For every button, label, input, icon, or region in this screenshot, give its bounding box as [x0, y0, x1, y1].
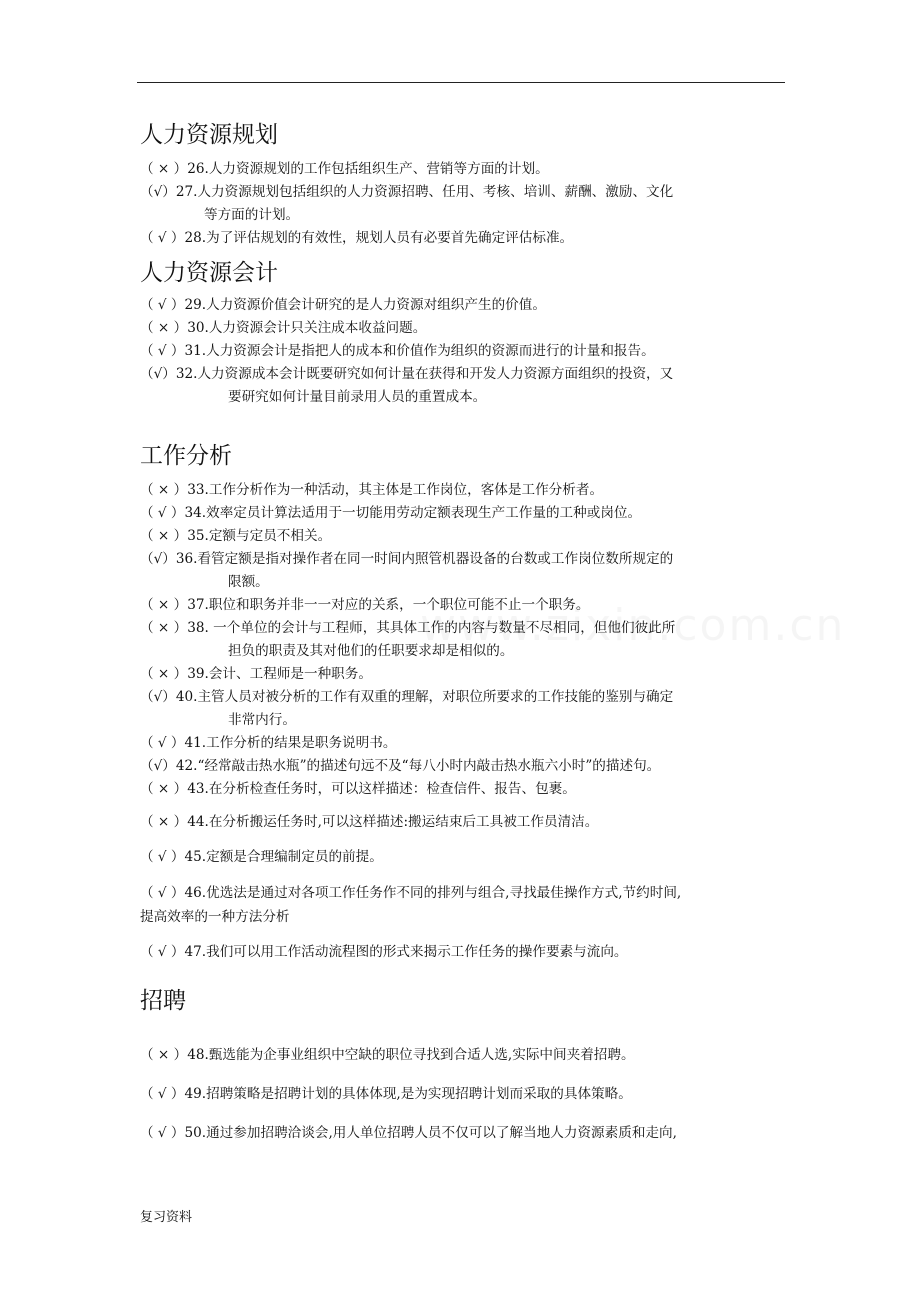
question-item: （√）40.主管人员对被分析的工作有双重的理解，对职位所要求的工作技能的鉴别与确定 非常内行。	[140, 689, 674, 728]
section-title: 人力资源会计	[140, 260, 278, 286]
question-item: （ √ ）41.工作分析的结果是职务说明书。	[140, 735, 397, 751]
question-item: （ × ）38. 一个单位的会计与工程师，其具体工作的内容与数量不尽相同，但他们彼此所 担负的职责及其对他们的任职要求却是相似的。	[140, 620, 676, 659]
question-item: （√）36.看管定额是指对操作者在同一时间内照管机器设备的台数或工作岗位数所规定的 限额。	[140, 551, 674, 590]
header-rule	[137, 82, 785, 83]
question-item: （ × ）44.在分析搬运任务时,可以这样描述:搬运结束后工具被工作员清洁。	[140, 814, 599, 830]
question-item: （ √ ）45.定额是合理编制定员的前提。	[140, 849, 383, 865]
question-item: （ × ）26.人力资源规划的工作包括组织生产、营销等方面的计划。	[140, 161, 549, 177]
question-item: （ × ）43.在分析检查任务时，可以这样描述：检查信件、报告、包裹。	[140, 781, 576, 797]
question-item: （ × ）48.甄选能为企事业组织中空缺的职位寻找到合适人选,实际中间夹着招聘。	[140, 1047, 635, 1063]
page-footer: 复习资料	[140, 1210, 193, 1225]
question-item: （ √ ）31.人力资源会计是指把人的成本和价值作为组织的资源而进行的计量和报告。	[140, 343, 655, 359]
question-item: （√）27.人力资源规划包括组织的人力资源招聘、任用、考核、培训、薪酬、激励、文化 等方面的计划。	[140, 184, 674, 223]
question-item: （ √ ）34.效率定员计算法适用于一切能用劳动定额表现生产工作量的工种或岗位。	[140, 505, 642, 521]
question-item: （ × ）33.工作分析作为一种活动，其主体是工作岗位，客体是工作分析者。	[140, 482, 604, 498]
question-item: （ × ）39.会计、工程师是一种职务。	[140, 666, 372, 682]
question-item: （ √ ）50.通过参加招聘洽谈会,用人单位招聘人员不仅可以了解当地人力资源素质和走向,	[140, 1125, 677, 1141]
question-item: （ × ）30.人力资源会计只关注成本收益问题。	[140, 320, 427, 336]
document-body	[140, 118, 790, 1151]
question-item: （ √ ）28.为了评估规划的有效性，规划人员有必要首先确定评估标准。	[140, 230, 574, 246]
question-item: （ × ）35.定额与定员不相关。	[140, 528, 332, 544]
section-title: 人力资源规划	[140, 122, 278, 148]
section-title: 工作分析	[140, 443, 232, 469]
question-item: （ √ ）29.人力资源价值会计研究的是人力资源对组织产生的价值。	[140, 297, 546, 313]
question-item: （ √ ）49.招聘策略是招聘计划的具体体现,是为实现招聘计划而采取的具体策略。	[140, 1086, 632, 1102]
question-item: （ √ ）47.我们可以用工作活动流程图的形式来揭示工作任务的操作要素与流向。	[140, 944, 628, 960]
question-item: （√）32.人力资源成本会计既要研究如何计量在获得和开发人力资源方面组织的投资，又 要研究如何计量目前录用人员的重置成本。	[140, 366, 674, 405]
question-item: （√）42.“经常敲击热水瓶”的描述句远不及“每八小时内敲击热水瓶六小时”的描述句。	[140, 758, 661, 774]
section-title: 招聘	[140, 988, 186, 1014]
question-item: （ √ ）46.优选法是通过对各项工作任务作不同的排列与组合,寻找最佳操作方式,节约时间, 提高效率的一种方法分析	[140, 885, 682, 925]
question-item: （ × ）37.职位和职务并非一一对应的关系，一个职位可能不止一个职务。	[140, 597, 590, 613]
